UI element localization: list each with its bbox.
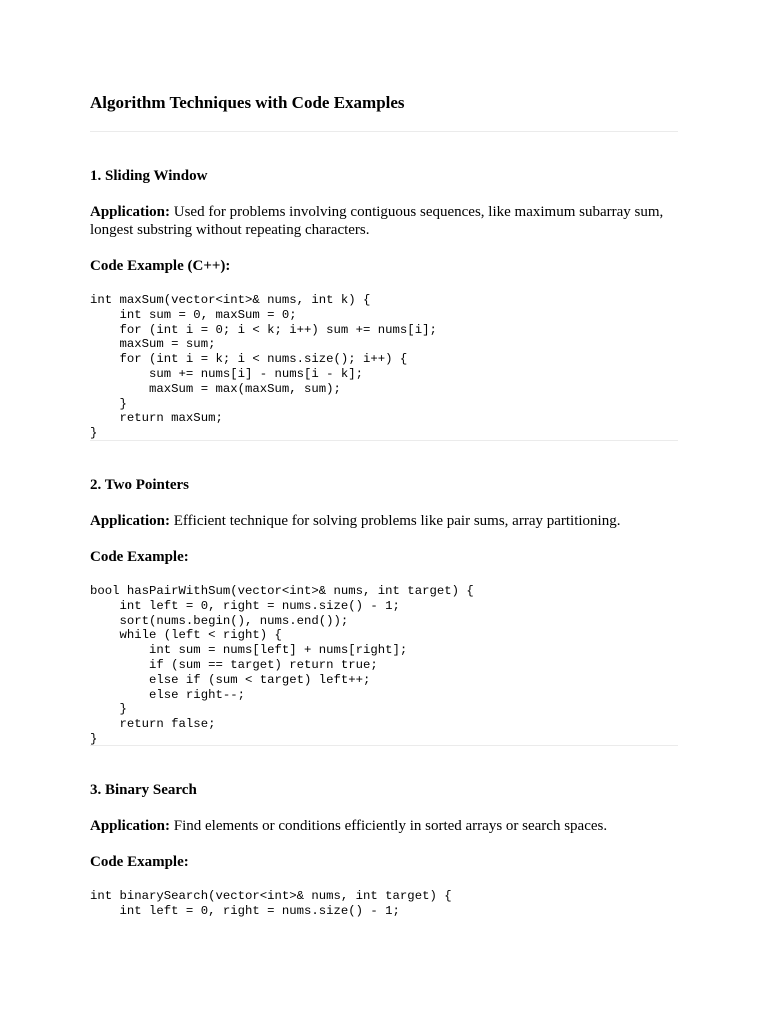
application-label: Application: — [90, 204, 171, 220]
application-label: Application: — [90, 818, 171, 834]
application-text: Used for problems involving contiguous sequences, like maximum subarray sum, longest substring without repeating characters. — [90, 204, 664, 238]
section-heading: 1. Sliding Window — [90, 168, 208, 184]
application-paragraph — [90, 817, 678, 835]
title-divider — [90, 131, 678, 132]
section-two-pointers — [90, 476, 678, 747]
section-heading: 2. Two Pointers — [90, 477, 190, 493]
application-paragraph — [90, 203, 678, 239]
code-block: bool hasPairWithSum(vector<int>& nums, int target) { int left = 0, right = nums.size() - 1; sort(nums.begin(), nums.end()); while (left < right) { int sum = nums[left] + nums[right]; if (sum == target) return true; else if (sum < target) left++; else right--; } return false; } — [90, 584, 474, 746]
application-paragraph — [90, 512, 678, 530]
document-title: Algorithm Techniques with Code Examples — [90, 93, 405, 112]
code-example-label: Code Example: — [90, 854, 189, 870]
section-divider — [90, 745, 678, 746]
application-text: Efficient technique for solving problems like pair sums, array partitioning. — [170, 513, 621, 529]
code-block: int binarySearch(vector<int>& nums, int target) { int left = 0, right = nums.size() - 1; — [90, 889, 452, 918]
section-sliding-window — [90, 167, 678, 441]
application-text: Find elements or conditions efficiently in sorted arrays or search spaces. — [170, 818, 608, 834]
code-example-label: Code Example (C++): — [90, 258, 231, 274]
section-divider — [90, 440, 678, 441]
section-heading: 3. Binary Search — [90, 782, 197, 798]
section-binary-search — [90, 781, 678, 919]
application-label: Application: — [90, 513, 171, 529]
code-block: int maxSum(vector<int>& nums, int k) { int sum = 0, maxSum = 0; for (int i = 0; i < k; i++) sum += nums[i]; maxSum = sum; for (int i = k; i < nums.size(); i++) { sum += nums[i] - nums[i - k]; maxSum = max(maxSum, sum); } return maxSum; } — [90, 293, 437, 441]
code-example-label: Code Example: — [90, 549, 189, 565]
